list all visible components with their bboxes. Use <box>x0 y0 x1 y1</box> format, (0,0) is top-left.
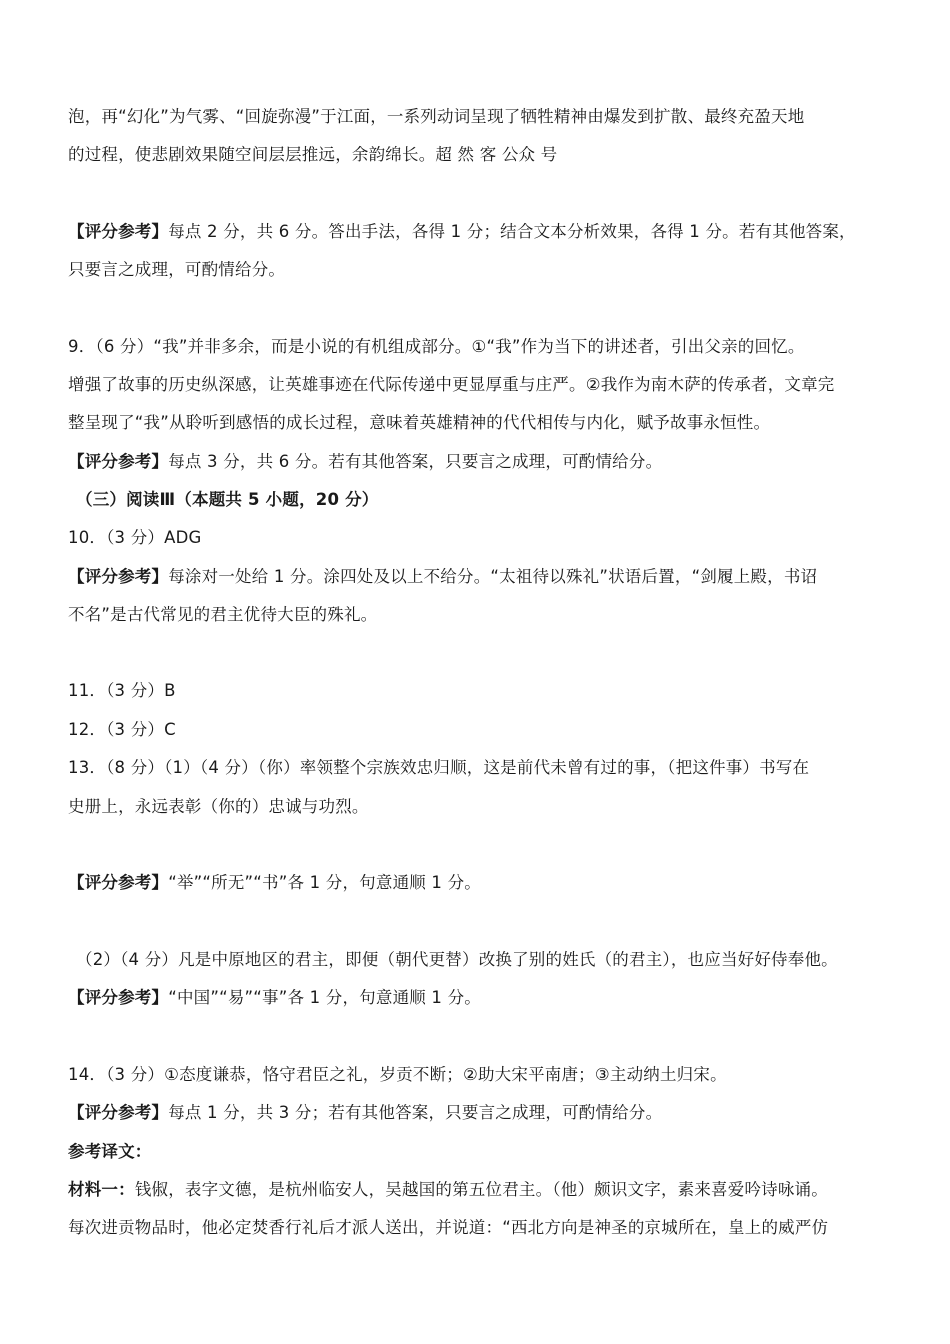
material-label: 材料一： <box>68 1180 135 1199</box>
material-1-line-1: 材料一：钱俶，表字文德，是杭州临安人，吴越国的第五位君主。（他）颇识文字，素来喜爱吟诗咏诵。 <box>68 1180 828 1199</box>
scoring-label: 【评分参考】 <box>68 1103 169 1122</box>
answer-12: 12．（3 分）C <box>68 720 176 739</box>
scoring-line-3: 【评分参考】每涂对一处给 1 分。涂四处及以上不给分。“太祖待以殊礼”状语后置，“剑履上殿，书诏 <box>68 567 818 586</box>
scoring-label: 【评分参考】 <box>68 222 169 241</box>
scoring-line-4: 【评分参考】“举”“所无”“书”各 1 分，句意通顺 1 分。 <box>68 873 481 892</box>
answer-13-line-1: 13．（8 分）（1）（4 分）（你）率领整个宗族效忠归顺，这是前代未曾有过的事，（把这件事）书写在 <box>68 758 810 777</box>
scoring-line-5: 【评分参考】“中国”“易”“事”各 1 分，句意通顺 1 分。 <box>68 988 481 1007</box>
section-heading: （三）阅读Ⅲ（本题共 5 小题，20 分） <box>76 490 379 509</box>
answer-9-line-3: 整呈现了“我”从聆听到感悟的成长过程，意味着英雄精神的代代相传与内化，赋予故事永恒性。 <box>68 413 771 432</box>
answer-14: 14．（3 分）①态度谦恭，恪守君臣之礼，岁贡不断；②助大宋平南唐；③主动纳土归宋。 <box>68 1065 727 1084</box>
answer-11: 11．（3 分）B <box>68 681 176 700</box>
scoring-label: 【评分参考】 <box>68 873 169 892</box>
answer-9-line-2: 增强了故事的历史纵深感，让英雄事迹在代际传递中更显厚重与庄严。②我作为南木萨的传承者，文章完 <box>68 375 835 394</box>
scoring-label: 【评分参考】 <box>68 567 169 586</box>
answer-10: 10．（3 分）ADG <box>68 528 202 547</box>
material-1-line-2: 每次进贡物品时，他必定焚香行礼后才派人送出，并说道：“西北方向是神圣的京城所在，皇上的威严仿 <box>68 1218 829 1237</box>
answer-13-line-2: 史册上，永远表彰（你的）忠诚与功烈。 <box>68 797 369 816</box>
scoring-line-6: 【评分参考】每点 1 分，共 3 分；若有其他答案，只要言之成理，可酌情给分。 <box>68 1103 663 1122</box>
scoring-label: 【评分参考】 <box>68 988 169 1007</box>
answer-13-part-2: （2）（4 分）凡是中原地区的君主，即便（朝代更替）改换了别的姓氏（的君主），也应当好好侍奉他。 <box>76 950 838 969</box>
translation-heading: 参考译文： <box>68 1142 152 1161</box>
scoring-line-1: 【评分参考】每点 2 分，共 6 分。答出手法，各得 1 分；结合文本分析效果，各得 1 分。若有其他答案， <box>68 222 856 241</box>
answer-9-line-1: 9．（6 分）“我”并非多余，而是小说的有机组成部分。①“我”作为当下的讲述者，引出父亲的回忆。 <box>68 337 805 356</box>
scoring-label: 【评分参考】 <box>68 452 169 471</box>
text-line-1: 泡，再“幻化”为气雾、“回旋弥漫”于江面，一系列动词呈现了牺牲精神由爆发到扩散、最终充盈天地 <box>68 107 805 126</box>
scoring-line-2: 【评分参考】每点 3 分，共 6 分。若有其他答案，只要言之成理，可酌情给分。 <box>68 452 663 471</box>
text-line-4: 只要言之成理，可酌情给分。 <box>68 260 286 279</box>
text-line-12: 不名”是古代常见的君主优待大臣的殊礼。 <box>68 605 378 624</box>
text-line-2: 的过程，使悲剧效果随空间层层推远，余韵绵长。超 然 客 公众 号 <box>68 145 558 164</box>
